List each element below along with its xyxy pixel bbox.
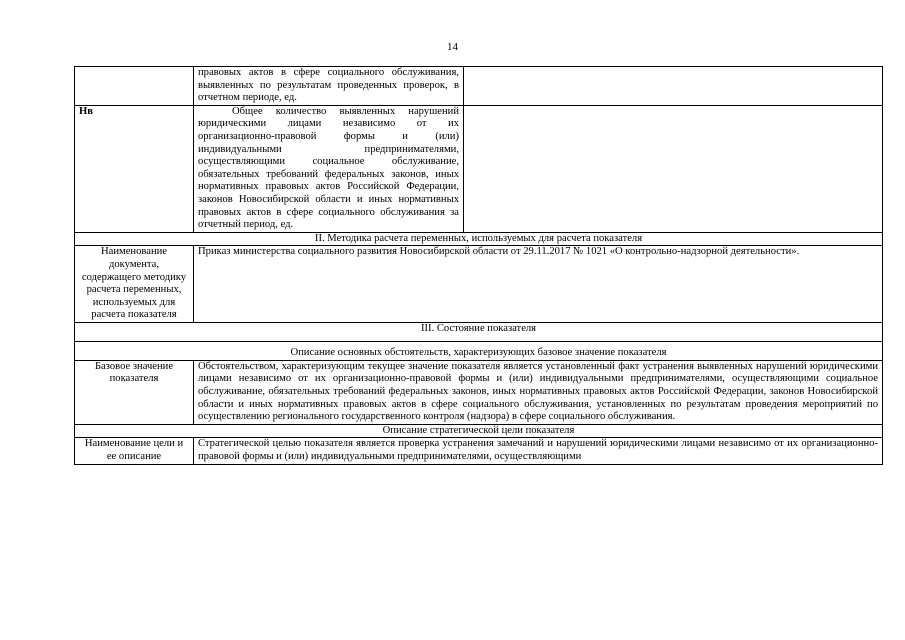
row-label-cell: Наименование документа, содержащего методику расчета переменных, используемых для расчета показателя [75, 246, 194, 323]
table-row [75, 360, 883, 424]
section-title: II. Методика расчета переменных, используемых для расчета показателя [75, 232, 883, 246]
variable-description-cell: правовых актов в сфере социального обслуживания, выявленных по результатам проведенных проверок, в отчетном периоде, ед. [194, 67, 464, 106]
subsection-header-row [75, 341, 883, 360]
empty-cell [464, 67, 883, 106]
row-value-cell: Обстоятельством, характеризующим текущее значение показателя является установленный факт устранения выявленных нарушений юридическими лицами независимо от их организационно-правовой формы и (или) индивидуальными предпринимателями, осуществляющими социальное обслуживание, обязательных требований федеральных законов, иных нормативных правовых актов Российской Федерации, законов Новосибирской области и иных нормативных правовых актов в сфере социального обслуживания, установленных по результатам проведения мероприятий по осуществлению регионального государственного контроля (надзора) в сфере социального обслуживания. [194, 360, 883, 424]
subsection-title: Описание основных обстоятельств, характеризующих базовое значение показателя [75, 341, 883, 360]
indicator-passport-table [74, 66, 883, 465]
variable-symbol-cell: Нв [75, 105, 194, 232]
row-value-cell: Стратегической целью показателя является проверка устранения замечаний и нарушений юридическими лицами независимо от их организационно-правовой формы и (или) индивидуальными предпринимателями, осуществляющими [194, 438, 883, 464]
section-title: III. Состояние показателя [75, 322, 883, 341]
row-label-cell: Базовое значение показателя [75, 360, 194, 424]
section-header-row [75, 322, 883, 341]
table-row [75, 105, 883, 232]
row-label-cell: Наименование цели и ее описание [75, 438, 194, 464]
table-row [75, 246, 883, 323]
section-header-row [75, 232, 883, 246]
variable-description-cell: Общее количество выявленных нарушений юридическими лицами независимо от их организационно-правовой формы и (или) индивидуальными предпринимателями, осуществляющими социальное обслуживание, обязательных требований федеральных законов, иных нормативных правовых актов Российской Федерации, законов Новосибирской области и иных нормативных правовых актов в сфере социального обслуживания за отчетный период, ед. [194, 105, 464, 232]
empty-cell [464, 105, 883, 232]
row-value-cell: Приказ министерства социального развития Новосибирской области от 29.11.2017 № 1021 «О контрольно-надзорной деятельности». [194, 246, 883, 323]
page-number: 14 [447, 41, 458, 53]
subsection-header-row [75, 424, 883, 438]
subsection-title: Описание стратегической цели показателя [75, 424, 883, 438]
table-row [75, 438, 883, 464]
table-row [75, 67, 883, 106]
empty-cell [75, 67, 194, 106]
